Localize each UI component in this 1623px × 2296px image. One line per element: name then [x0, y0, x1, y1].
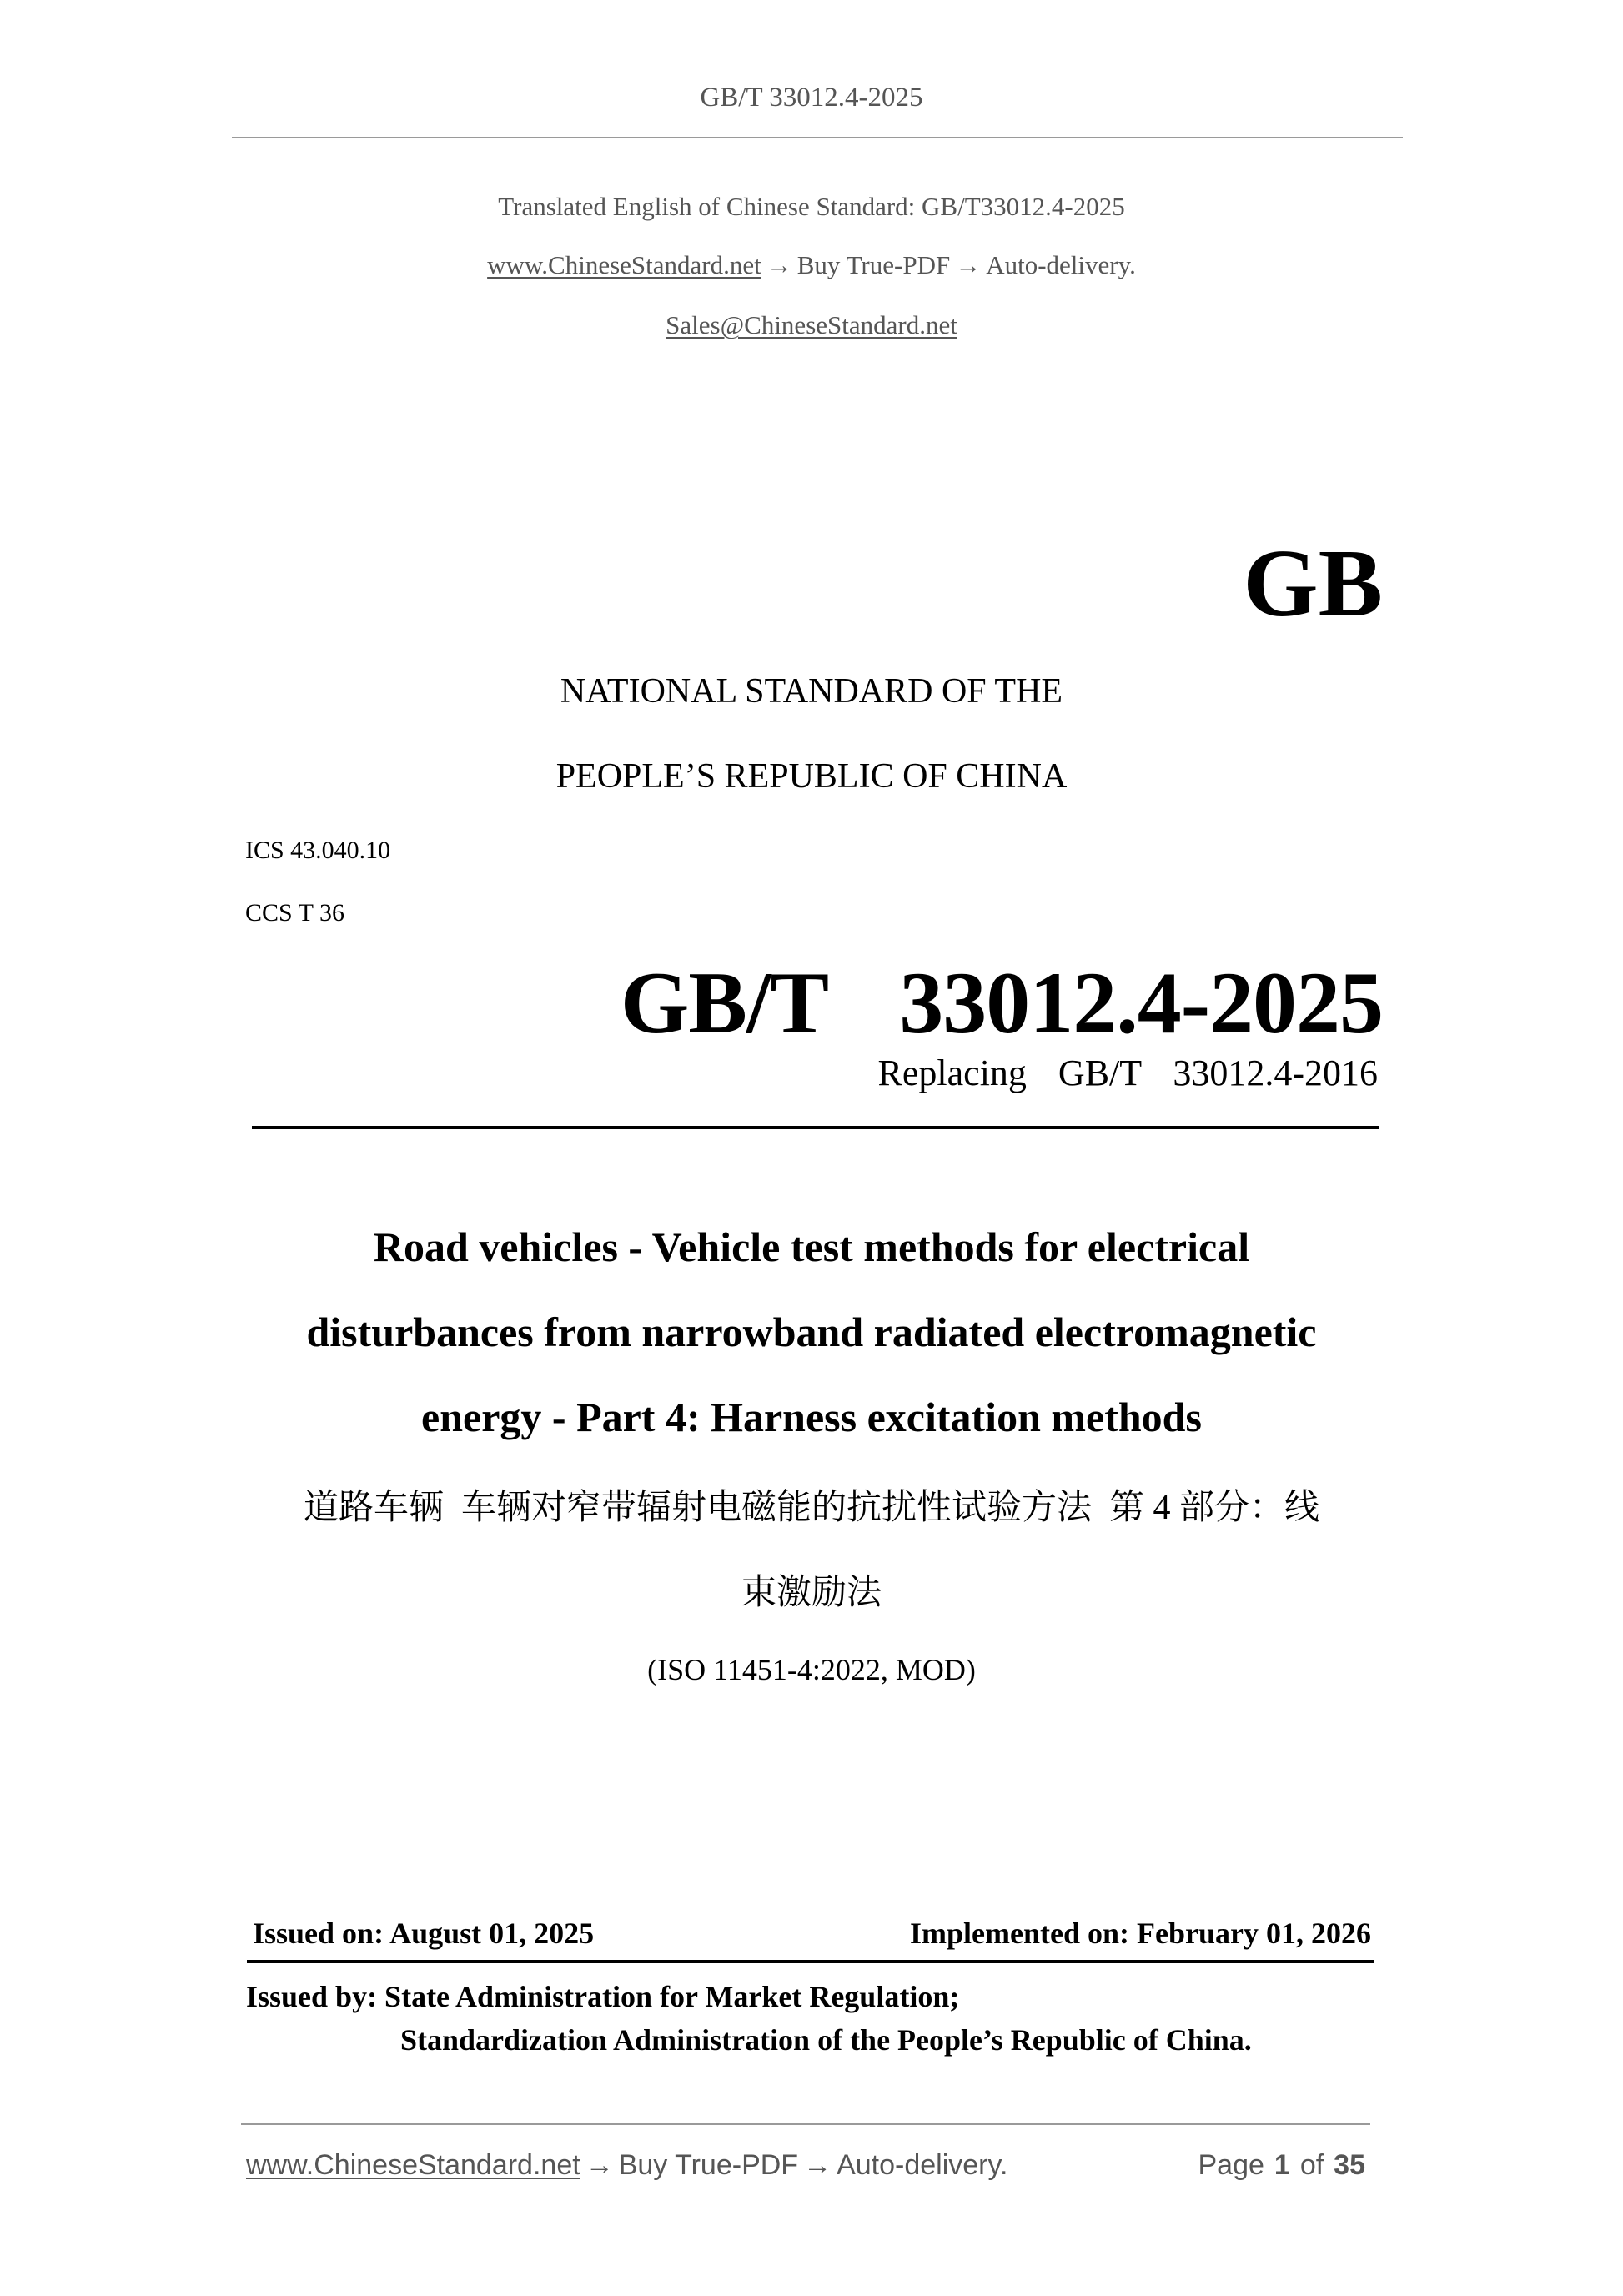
national-standard-line1: NATIONAL STANDARD OF THE: [560, 672, 1063, 711]
buy-text: Buy True-PDF: [796, 250, 951, 279]
issue-divider: [247, 1960, 1374, 1963]
ics-code: ICS 43.040.10: [245, 837, 391, 864]
delivery-text: Auto-delivery.: [986, 250, 1136, 279]
issued-by-line2: Standardization Administration of the People’s Republic of China.: [400, 2023, 1252, 2057]
page-total: 35: [1334, 2149, 1365, 2181]
arrow-right-icon: →: [955, 250, 982, 279]
arrow-right-icon: →: [585, 2149, 614, 2181]
translation-notice: Translated English of Chinese Standard: GB/T33012.4-2025: [498, 192, 1125, 221]
title-divider: [252, 1126, 1379, 1129]
footer-divider: [241, 2123, 1370, 2125]
national-standard-line2: PEOPLE’S REPUBLIC OF CHINA: [555, 757, 1068, 796]
ccs-code: CCS T 36: [245, 899, 344, 927]
purchase-notice: [0, 249, 1623, 282]
arrow-right-icon: →: [803, 2149, 832, 2181]
footer-purchase-notice: [246, 2148, 1007, 2182]
issued-on-date: Issued on: August 01, 2025: [253, 1917, 595, 1950]
header-divider: [232, 137, 1403, 138]
arrow-right-icon: →: [766, 250, 792, 279]
page-indicator: [1198, 2148, 1365, 2182]
implemented-on-date: Implemented on: February 01, 2026: [910, 1917, 1371, 1950]
page-label: Page: [1198, 2149, 1264, 2181]
replacing-standard: Replacing GB/T 33012.4-2016: [877, 1053, 1378, 1093]
gb-logo-mark: GB: [1243, 530, 1383, 637]
email-line: [0, 309, 1623, 342]
standard-number: GB/T 33012.4-2025: [620, 954, 1383, 1052]
iso-adoption: (ISO 11451-4:2022, MOD): [647, 1653, 976, 1686]
title-en-line: energy - Part 4: Harness excitation methods: [421, 1394, 1202, 1440]
issued-by-line1: Issued by: State Administration for Market Regulation;: [246, 1980, 960, 2013]
title-en-line: Road vehicles - Vehicle test methods for electrical: [373, 1223, 1250, 1270]
site-link[interactable]: www.ChineseStandard.net: [487, 250, 761, 279]
footer-site-link[interactable]: www.ChineseStandard.net: [246, 2149, 580, 2181]
page-current: 1: [1274, 2149, 1290, 2181]
footer-delivery-text: Auto-delivery.: [837, 2149, 1008, 2181]
running-header-title: GB/T 33012.4-2025: [700, 83, 923, 113]
title-cn-line: 束激励法: [741, 1574, 882, 1612]
title-cn-line: 道路车辆 车辆对窄带辐射电磁能的抗扰性试验方法 第 4 部分：线: [303, 1489, 1319, 1527]
page-of-label: of: [1299, 2149, 1324, 2181]
title-en-line: disturbances from narrowband radiated electromagnetic: [306, 1309, 1317, 1355]
footer-buy-text: Buy True-PDF: [618, 2149, 799, 2181]
email-link[interactable]: Sales@ChineseStandard.net: [666, 310, 957, 339]
